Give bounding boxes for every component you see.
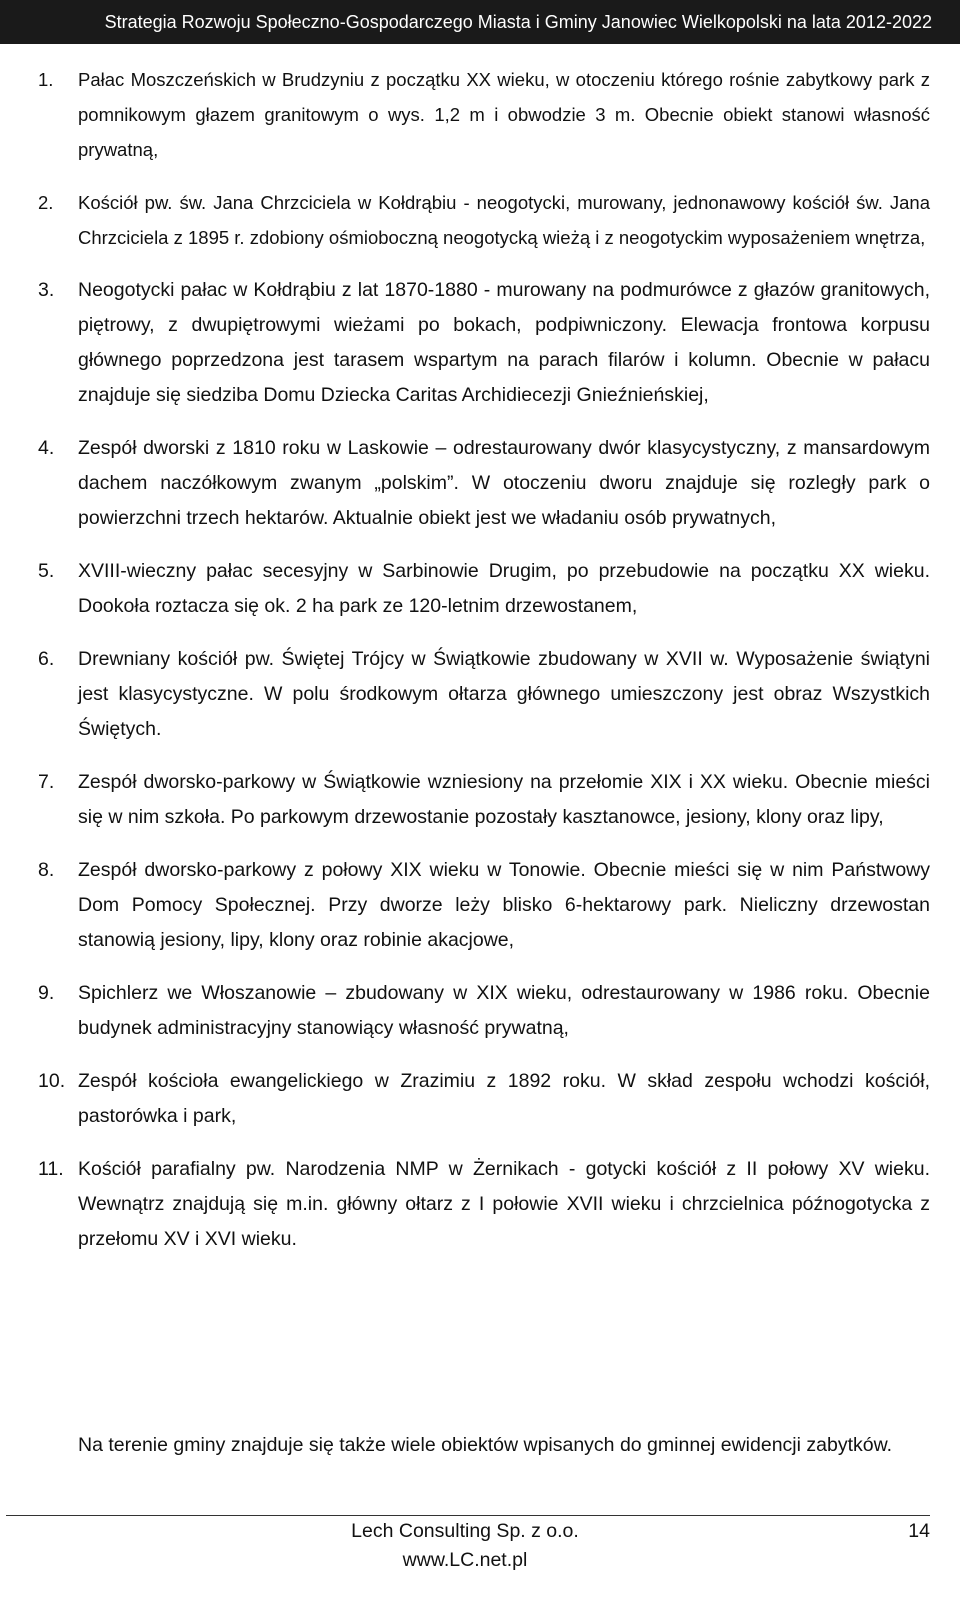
- list-item-text: Zespół dworsko-parkowy z połowy XIX wieku w Tonowie. Obecnie mieści się w nim Państwowy Dom Pomocy Społecznej. Przy dworze leży blisko 6-hektarowy park. Nieliczny drzewostan stanowią jesiony, lipy, klony oraz robinie akacjowe,: [78, 859, 930, 951]
- page-number: 14: [908, 1520, 930, 1542]
- list-item-text: Neogotycki pałac w Kołdrąbiu z lat 1870-1880 - murowany na podmurówce z głazów granitowych, piętrowy, z dwupiętrowymi wieżami po bokach, podpiwniczony. Elewacja frontowa korpusu głównego poprzedzona jest tarasem wspartym na parach filarów i kolumn. Obecnie w pałacu znajduje się siedziba Domu Dziecka Caritas Archidiecezji Gnieźnieńskiej,: [78, 279, 930, 406]
- list-item: [0, 62, 960, 167]
- closing-paragraph: Na terenie gminy znajduje się także wiele obiektów wpisanych do gminnej ewidencji zabytków.: [78, 1434, 893, 1456]
- list-item-number: 2.: [38, 192, 54, 213]
- list-item-number: 6.: [38, 648, 55, 670]
- list-item-number: 11.: [38, 1158, 64, 1180]
- list-item-number: 5.: [38, 560, 55, 582]
- list-item-text: Kościół pw. św. Jana Chrzciciela w Kołdrąbiu - neogotycki, murowany, jednonawowy kościół św. Jana Chrzciciela z 1895 r. zdobiony ośmioboczną neogotycką wieżą i z neogotyckim wyposażeniem wnętrza,: [78, 192, 930, 248]
- list-item: [0, 1064, 960, 1134]
- list-item-text: Kościół parafialny pw. Narodzenia NMP w Żernikach - gotycki kościół z II połowy XV wieku. Wewnątrz znajdują się m.in. główny ołtarz z I połowie XVII wieku i chrzcielnica późnogotycka z przełomu XV i XVI wieku.: [78, 1158, 930, 1250]
- list-item: [0, 642, 960, 747]
- list-item-number: 4.: [38, 437, 55, 459]
- list-item: [0, 765, 960, 835]
- list-item-text: Zespół dworsko-parkowy w Świątkowie wzniesiony na przełomie XIX i XX wieku. Obecnie mieści się w nim szkoła. Po parkowym drzewostanie pozostały kasztanowce, jesiony, klony oraz lipy,: [78, 771, 930, 828]
- list-item: [0, 431, 960, 536]
- list-item: [0, 1152, 960, 1257]
- list-item-number: 3.: [38, 279, 55, 301]
- list-item: [0, 273, 960, 413]
- footer-website: www.LC.net.pl: [402, 1549, 528, 1571]
- list-item-number: 7.: [38, 771, 55, 793]
- list-item: [0, 976, 960, 1046]
- list-item-text: Zespół dworski z 1810 roku w Laskowie – odrestaurowany dwór klasycystyczny, z mansardowym dachem naczółkowym zwanym „polskim”. W otoczeniu dworu znajduje się rozległy park o powierzchni trzech hektarów. Aktualnie obiekt jest we władaniu osób prywatnych,: [78, 437, 930, 529]
- list-item: [0, 554, 960, 624]
- list-item: [0, 185, 960, 255]
- list-item-text: Zespół kościoła ewangelickiego w Zrazimiu z 1892 roku. W skład zespołu wchodzi kościół, pastorówka i park,: [78, 1070, 930, 1127]
- list-item-text: Drewniany kościół pw. Świętej Trójcy w Świątkowie zbudowany w XVII w. Wyposażenie świątyni jest klasycystyczne. W polu środkowym ołtarza głównego umieszczony jest obraz Wszystkich Świętych.: [78, 648, 930, 740]
- list-item-text: Spichlerz we Włoszanowie – zbudowany w XIX wieku, odrestaurowany w 1986 roku. Obecnie budynek administracyjny stanowiący własność prywatną,: [78, 982, 930, 1039]
- document-title: Strategia Rozwoju Społeczno-Gospodarczego Miasta i Gminy Janowiec Wielkopolski na lata 2012-2022: [104, 11, 932, 32]
- list-item: [0, 853, 960, 958]
- list-item-number: 8.: [38, 859, 55, 881]
- list-item-text: Pałac Moszczeńskich w Brudzyniu z początku XX wieku, w otoczeniu którego rośnie zabytkowy park z pomnikowym głazem granitowym o wys. 1,2 m i obwodzie 3 m. Obecnie obiekt stanowi własność prywatną,: [78, 69, 930, 160]
- list-item-number: 9.: [38, 982, 55, 1004]
- list-item-text: XVIII-wieczny pałac secesyjny w Sarbinowie Drugim, po przebudowie na początku XX wieku. Dookoła roztacza się ok. 2 ha park ze 120-letnim drzewostanem,: [78, 560, 930, 617]
- footer-company: Lech Consulting Sp. z o.o.: [351, 1520, 579, 1542]
- footer-divider: [6, 1515, 930, 1516]
- document-header: [0, 0, 960, 44]
- monument-list: [0, 62, 960, 1257]
- list-item-number: 10.: [38, 1070, 66, 1092]
- list-item-number: 1.: [38, 69, 54, 90]
